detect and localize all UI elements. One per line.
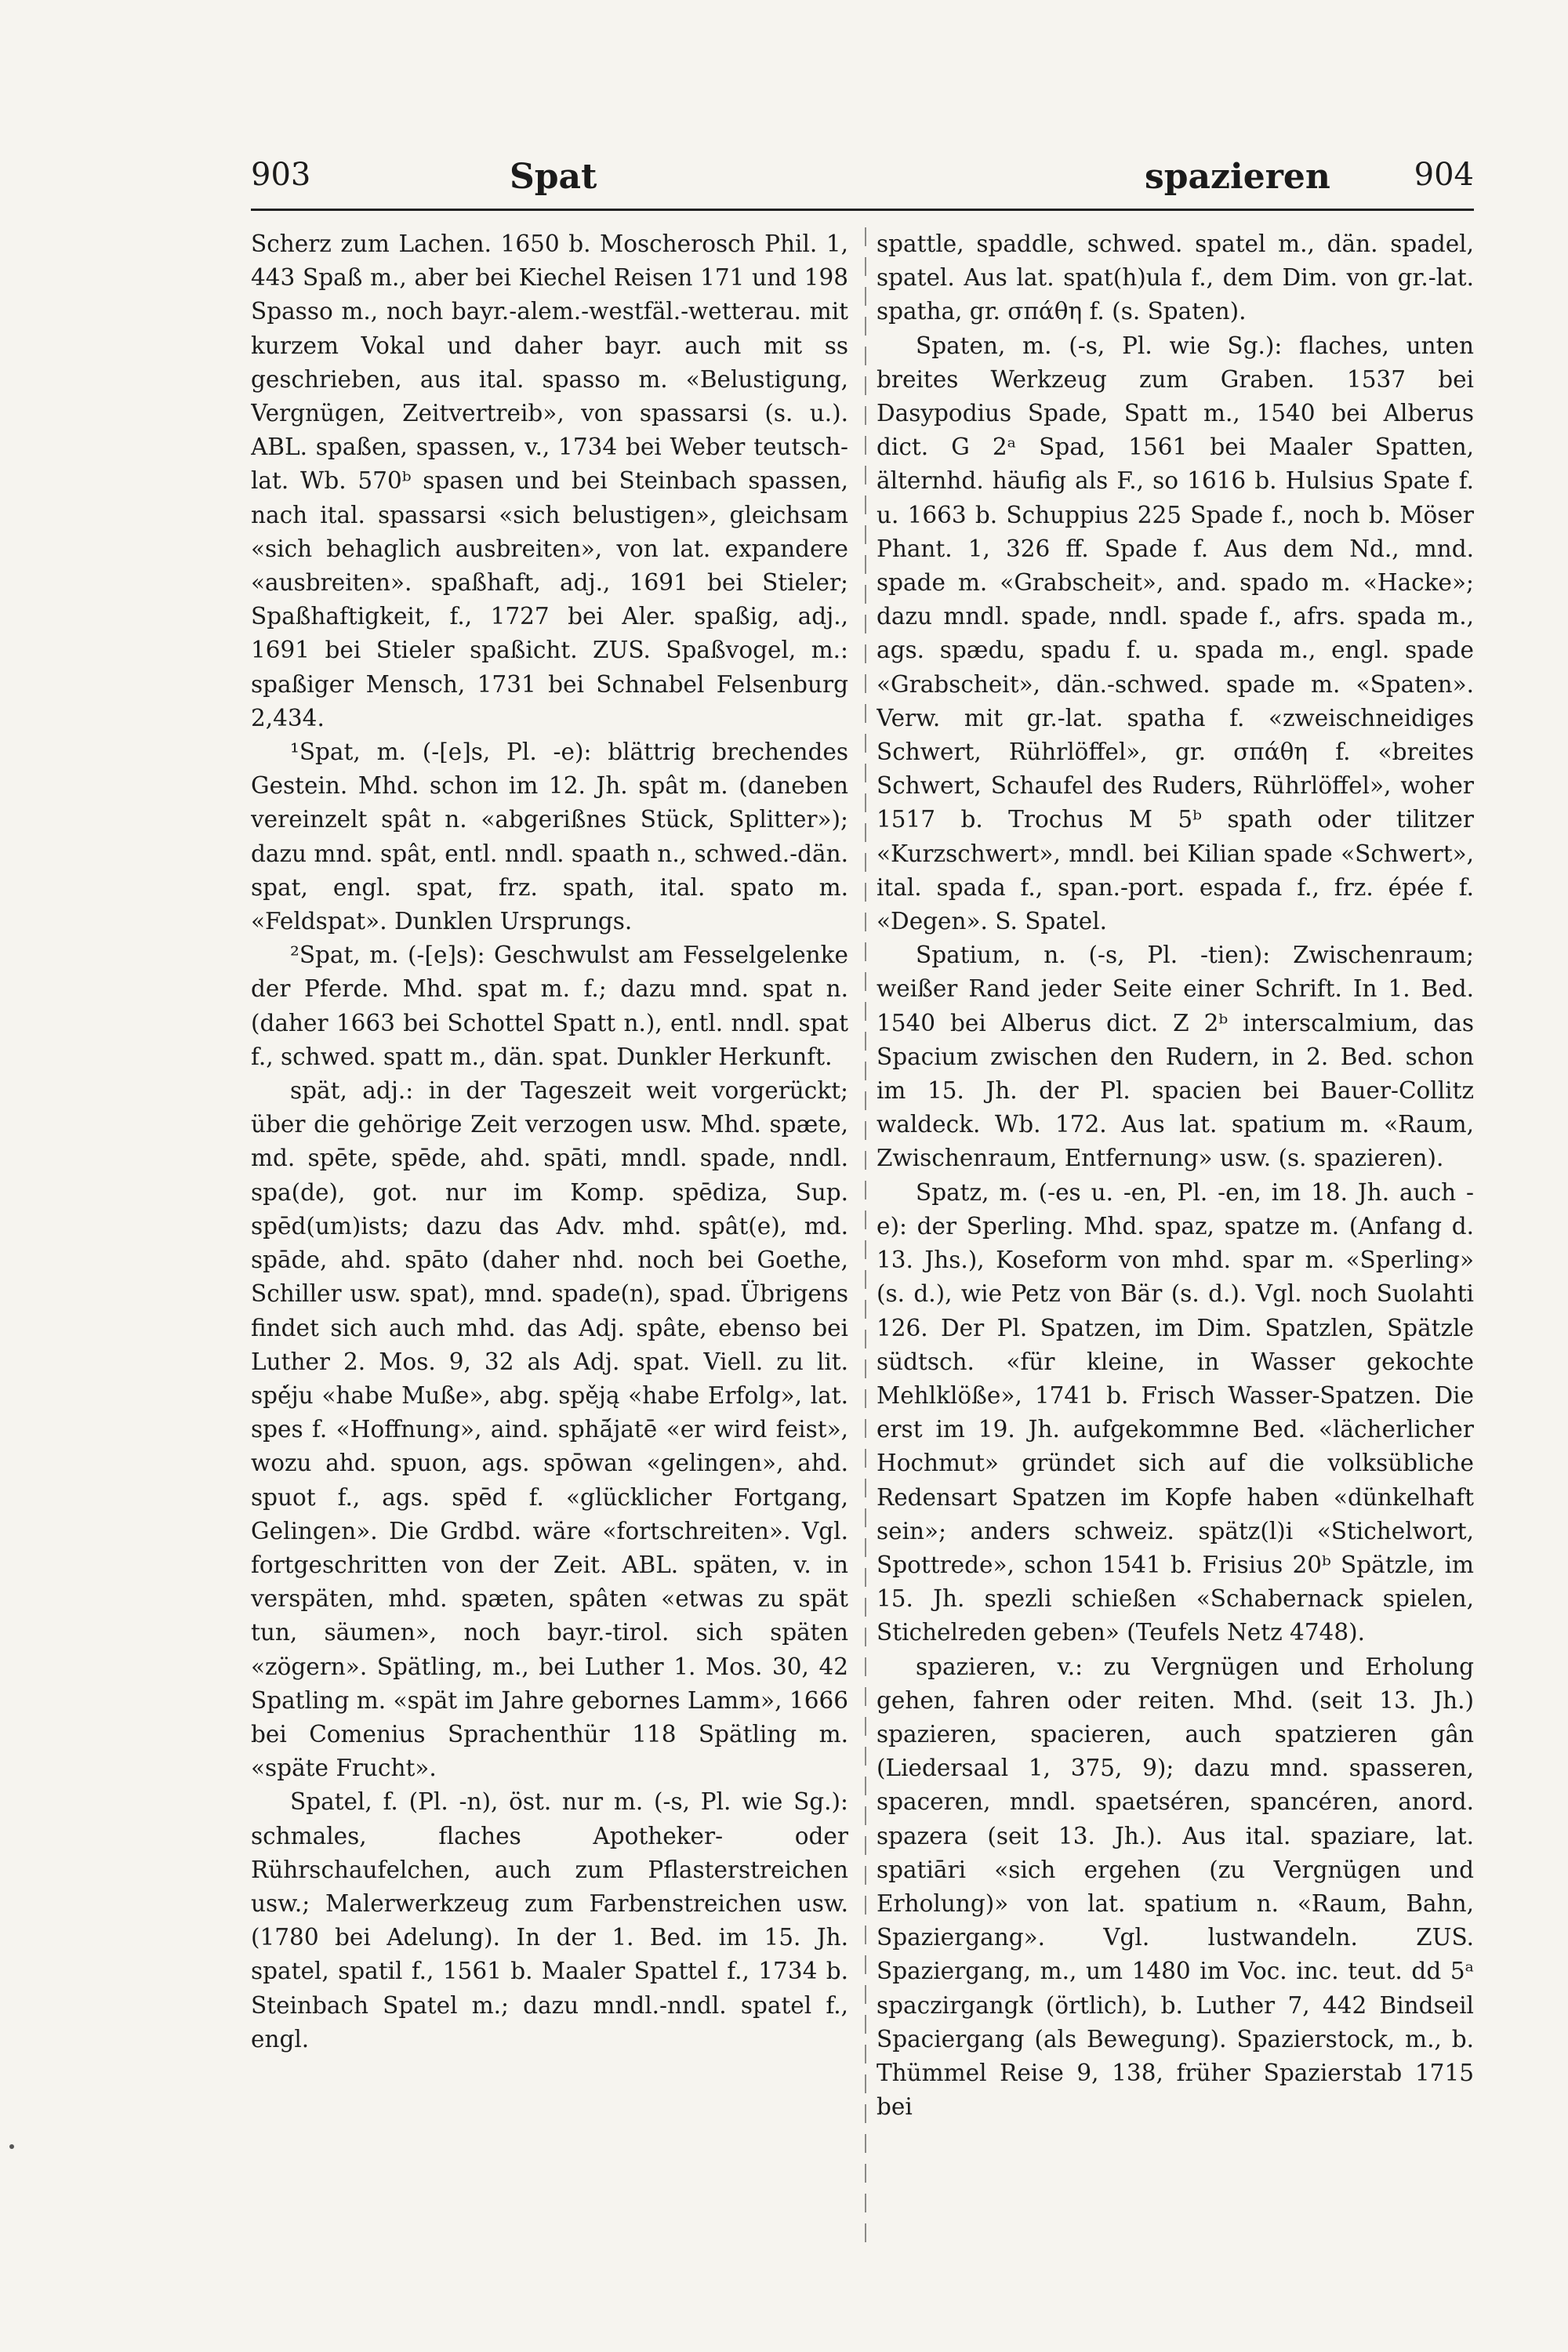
- entry-paragraph: spattle, spaddle, schwed. spatel m., dän. spadel, spatel. Aus lat. spat(h)ula f., dem Dim. von gr.-lat. spatha, gr. σπάθη f. (s. Spaten).: [877, 230, 1474, 325]
- entry-paragraph: Scherz zum Lachen. 1650 b. Moscherosch Phil. 1, 443 Spaß m., aber bei Kiechel Reisen 171 und 198 Spasso m., noch bayr.-alem.-westfäl.-wetterau. mit kurzem Vokal und daher bayr. auch mit ss geschrieben, aus ital. spasso m. «Belustigung, Vergnügen, Zeitvertreib», von spassarsi (s. u.). ABL. spaßen, spassen, v., 1734 bei Weber teutsch-lat. Wb. 570ᵇ spasen und bei Steinbach spassen, nach ital. spassarsi «sich belustigen», gleichsam «sich behaglich ausbreiten», von lat. expandere «ausbreiten». spaßhaft, adj., 1691 bei Stieler; Spaßhaftigkeit, f., 1727 bei Aler. spaßig, adj., 1691 bei Stieler spaßicht. ZUS. Spaßvogel, m.: spaßiger Mensch, 1731 bei Schnabel Felsenburg 2,434.: [251, 230, 848, 731]
- page-header: [251, 157, 1474, 212]
- right-catchword: spazieren: [1145, 157, 1330, 197]
- entry-paragraph: Spatium, n. (-s, Pl. -tien): Zwischenraum; weißer Rand jeder Seite einer Schrift. In 1. Bed. 1540 bei Alberus dict. Z 2ᵇ interscalmium, das Spacium zwischen den Rudern, in 2. Bed. schon im 15. Jh. der Pl. spacien bei Bauer-Collitz waldeck. Wb. 172. Aus lat. spatium m. «Raum, Zwischenraum, Entfernung» usw. (s. spazieren).: [877, 942, 1474, 1172]
- entry-paragraph: spät, adj.: in der Tageszeit weit vorgerückt; über die gehörige Zeit verzogen usw. Mhd. spæte, md. spēte, spēde, ahd. spāti, mndl. spade, nndl. spa(de), got. nur im Komp. spēdiza, Sup. spēd(um)ists; dazu das Adv. mhd. spât(e), md. spāde, ahd. spāto (daher nhd. noch bei Goethe, Schiller usw. spat), mnd. spade(n), spad. Übrigens findet sich auch mhd. das Adj. spâte, ebenso bei Luther 2. Mos. 9, 32 als Adj. spat. Viell. zu lit. spė́ju «habe Muße», abg. spěją «habe Erfolg», lat. spes f. «Hoffnung», aind. sphā́jatē «er wird feist», wozu ahd. spuon, ags. spōwan «gelingen», ahd. spuot f., ags. spēd f. «glücklicher Fortgang, Gelingen». Die Grdbd. wäre «fortschreiten». Vgl. fortgeschritten von der Zeit. ABL. späten, v. in verspäten, mhd. spæten, spâten «etwas zu spät tun, säumen», noch bayr.-tirol. sich späten «zögern». Spätling, m., bei Luther 1. Mos. 30, 42 Spatling m. «spät im Jahre gebornes Lamm», 1666 bei Comenius Sprachenthür 118 Spätling m. «späte Frucht».: [251, 1077, 848, 1782]
- entry-paragraph: Spaten, m. (-s, Pl. wie Sg.): flaches, unten breites Werkzeug zum Graben. 1537 bei Dasypodius Spade, Spatt m., 1540 bei Alberus dict. G 2ᵃ Spad, 1561 bei Maaler Spatten, älternhd. häufig als F., so 1616 b. Hulsius Spate f. u. 1663 b. Schuppius 225 Spade f., noch b. Möser Phant. 1, 326 ff. Spade f. Aus dem Nd., mnd. spade m. «Grabscheit», and. spado m. «Hacke»; dazu mndl. spade, nndl. spade f., afrs. spada m., ags. spædu, spadu f. u. spada m., engl. spade «Grabscheit», dän.-schwed. spade m. «Spaten». Verw. mit gr.-lat. spatha f. «zweischneidiges Schwert, Rührlöffel», gr. σπάθη f. «breites Schwert, Schaufel des Ruders, Rührlöffel», woher 1517 b. Trochus M 5ᵇ spath oder tilitzer «Kurzschwert», mndl. bei Kilian spade «Schwert», ital. spada f., span.-port. espada f., frz. épée f. «Degen». S. Spatel.: [877, 332, 1474, 935]
- entry-paragraph: Spatz, m. (-es u. -en, Pl. -en, im 18. Jh. auch -e): der Sperling. Mhd. spaz, spatze m. (Anfang d. 13. Jhs.), Koseform von mhd. spar m. «Sperling» (s. d.), wie Petz von Bär (s. d.). Vgl. noch Suolahti 126. Der Pl. Spatzen, im Dim. Spatzlen, Spätzle südtsch. «für kleine, in Wasser gekochte Mehlklöße», 1741 b. Frisch Wasser-Spatzen. Die erst im 19. Jh. aufgekommne Bed. «lächerlicher Hochmut» gründet sich auf die volksübliche Redensart Spatzen im Kopfe haben «dünkelhaft sein»; anders schweiz. spätz(l)i «Stichelwort, Spottrede», schon 1541 b. Frisius 20ᵇ Spätzle, im 15. Jh. spezli schießen «Schabernack spielen, Stichelreden geben» (Teufels Netz 4748).: [877, 1178, 1474, 1646]
- entry-paragraph: ¹Spat, m. (-[e]s, Pl. -e): blättrig brechendes Gestein. Mhd. schon im 12. Jh. spât m. (daneben vereinzelt spât n. «abgerißnes Stück, Splitter»); dazu mnd. spât, entl. nndl. spaath n., schwed.-dän. spat, engl. spat, frz. spath, ital. spato m. «Feldspat». Dunklen Ursprungs.: [251, 739, 848, 935]
- column-divider: [865, 227, 866, 2250]
- entry-paragraph: spazieren, v.: zu Vergnügen und Erholung gehen, fahren oder reiten. Mhd. (seit 13. Jh.) spazieren, spacieren, auch spatzieren gân (Liedersaal 1, 375, 9); dazu mnd. spasseren, spaceren, mndl. spaetséren, spancéren, anord. spazera (seit 13. Jh.). Aus ital. spaziare, lat. spatiāri «sich ergehen (zu Vergnügen und Erholung)» von lat. spatium n. «Raum, Bahn, Spaziergang». Vgl. lustwandeln. ZUS. Spaziergang, m., um 1480 im Voc. inc. teut. dd 5ᵃ spaczirgangk (örtlich), b. Luther 7, 442 Bindseil Spaciergang (als Bewegung). Spazierstock, m., b. Thümmel Reise 9, 138, früher Spazierstab 1715 bei: [877, 1653, 1474, 2121]
- header-rule: [251, 209, 1474, 211]
- entry-paragraph: ²Spat, m. (-[e]s): Geschwulst am Fesselgelenke der Pferde. Mhd. spat m. f.; dazu mnd. spat n. (daher 1663 bei Schottel Spatt n.), entl. nndl. spat f., schwed. spatt m., dän. spat. Dunkler Herkunft.: [251, 942, 848, 1070]
- scan-speck: [9, 2144, 14, 2149]
- right-page-number: 904: [1414, 157, 1474, 193]
- left-column: [251, 227, 848, 2258]
- right-column: [877, 227, 1474, 2258]
- left-page-number: 903: [251, 157, 311, 193]
- entry-paragraph: Spatel, f. (Pl. -n), öst. nur m. (-s, Pl. wie Sg.): schmales, flaches Apotheker- oder Rührschaufelchen, auch zum Pflasterstreichen usw.; Malerwerkzeug zum Farbenstreichen usw. (1780 bei Adelung). In der 1. Bed. im 15. Jh. spatel, spatil f., 1561 b. Maaler Spattel f., 1734 b. Steinbach Spatel m.; dazu mndl.-nndl. spatel f., engl.: [251, 1788, 848, 2053]
- left-catchword: Spat: [510, 157, 597, 197]
